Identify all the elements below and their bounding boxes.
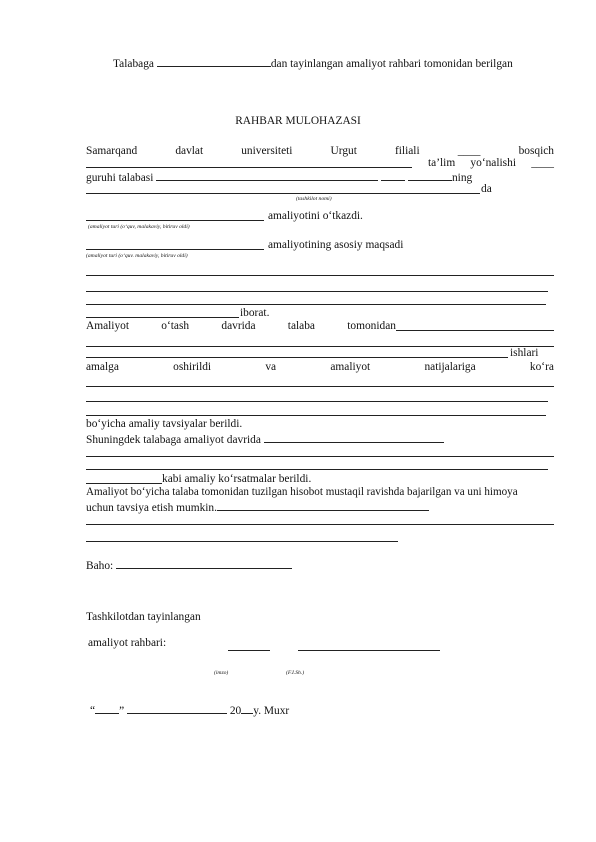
word-kora: ko‘ra bbox=[529, 361, 554, 373]
grade-line bbox=[86, 558, 554, 573]
word-amaliyot-2: amaliyot bbox=[330, 361, 371, 373]
word-va: va bbox=[265, 361, 277, 373]
recommend-text: bo‘yicha amaliy tavsiyalar berildi. bbox=[86, 418, 243, 430]
word-natijalariga: natijalariga bbox=[424, 361, 476, 373]
practice-type-blank[interactable] bbox=[86, 220, 264, 221]
name-caption: (F.I.Sh.) bbox=[286, 670, 305, 676]
group-blank[interactable]: ____ bbox=[531, 157, 554, 169]
org-caption: (tashkilot nomi) bbox=[296, 196, 332, 202]
date-line bbox=[90, 703, 558, 718]
recommend-line[interactable] bbox=[86, 401, 548, 402]
report-line-1: Amaliyot bo‘yicha talaba tomonidan tuzilgan hisobot mustaqil ravishda bajarilgan va uni himoya bbox=[86, 486, 518, 498]
signature-blank[interactable] bbox=[228, 650, 270, 651]
word-oshirildi: oshirildi bbox=[173, 361, 212, 373]
skills-text: kabi amaliy ko‘rsatmalar berildi. bbox=[162, 473, 312, 485]
word-urgut: Urgut bbox=[330, 145, 357, 157]
guidance-line[interactable] bbox=[86, 469, 548, 470]
student-fullname-blank[interactable] bbox=[156, 170, 378, 181]
report-line[interactable] bbox=[86, 524, 554, 525]
organization-blank[interactable] bbox=[86, 193, 480, 194]
header-suffix: dan tayinlangan amaliyot rahbari tomonidan berilgan bbox=[270, 58, 513, 70]
recommend-line[interactable] bbox=[86, 386, 554, 387]
leader-label: amaliyot rahbari: bbox=[88, 637, 167, 649]
practice-conducted-caption: (amaliyot turi (o‘quv, malakaviy, bitiruv oldi) bbox=[88, 224, 190, 230]
process-line bbox=[86, 320, 396, 333]
purpose-line[interactable] bbox=[86, 291, 548, 292]
word-ishlari: ishlari bbox=[510, 347, 539, 359]
performed-line bbox=[86, 361, 554, 374]
word-amalga: amalga bbox=[86, 361, 119, 373]
word-davlat: davlat bbox=[175, 145, 204, 157]
header-line bbox=[113, 56, 581, 71]
student-name-blank[interactable] bbox=[157, 56, 271, 67]
guidance-line[interactable] bbox=[86, 456, 554, 457]
student-extra-blank[interactable] bbox=[381, 170, 405, 181]
grade-label: Baho: bbox=[86, 560, 114, 572]
work-line[interactable] bbox=[86, 346, 554, 347]
guidance-end-blank[interactable] bbox=[86, 483, 162, 484]
also-text: Shuningdek talabaga amaliyot davrida bbox=[86, 434, 261, 446]
word-tomonidan: tomonidan bbox=[347, 320, 396, 332]
page-title: RAHBAR MULOHAZASI bbox=[235, 115, 361, 127]
grade-blank[interactable] bbox=[116, 558, 292, 569]
word-bosqich: bosqich bbox=[518, 145, 554, 157]
report-line[interactable] bbox=[86, 541, 398, 542]
practice-conducted: amaliyotini o‘tkazdi. bbox=[268, 210, 363, 222]
also-line bbox=[86, 432, 554, 447]
month-blank[interactable] bbox=[127, 703, 227, 714]
report-line-2 bbox=[86, 500, 554, 515]
student-surname-blank[interactable] bbox=[408, 170, 452, 181]
word-talim: ta’lim bbox=[428, 157, 456, 169]
word-iborat: iborat. bbox=[240, 307, 270, 319]
year-prefix: 20 bbox=[229, 705, 242, 717]
leader-name-blank[interactable] bbox=[298, 650, 440, 651]
day-blank[interactable] bbox=[95, 703, 119, 714]
practice-purpose-caption: (amaliyot turi (o‘quv. malakaviy, bitiruv oldi) bbox=[86, 253, 188, 259]
word-talaba: talaba bbox=[287, 320, 315, 332]
practice-type-blank-2[interactable] bbox=[86, 249, 264, 250]
sign-caption: (imzo) bbox=[214, 670, 229, 676]
purpose-line[interactable] bbox=[86, 304, 546, 305]
group-student-label: guruhi talabasi bbox=[86, 172, 154, 184]
report-line-2-text: uchun tavsiya etish mumkin. bbox=[86, 502, 217, 514]
purpose-line[interactable] bbox=[86, 275, 554, 276]
direction-blank[interactable] bbox=[86, 167, 412, 168]
word-da: da bbox=[481, 183, 492, 195]
word-otash: o‘tash bbox=[161, 320, 190, 332]
purpose-end-blank[interactable] bbox=[86, 317, 239, 318]
course-blank[interactable]: ____ bbox=[457, 145, 481, 157]
word-ning: ning bbox=[451, 172, 473, 184]
word-filiali: filiali bbox=[394, 145, 420, 157]
report-blank[interactable] bbox=[217, 500, 429, 511]
date-close-quote: ” bbox=[119, 705, 125, 717]
work-blank[interactable] bbox=[396, 330, 554, 331]
year-blank[interactable] bbox=[241, 703, 253, 714]
word-yonalishi: yo‘nalishi bbox=[470, 157, 516, 169]
recommend-line[interactable] bbox=[86, 415, 546, 416]
word-amaliyot: Amaliyot bbox=[86, 320, 130, 332]
guidance-blank[interactable] bbox=[264, 432, 444, 443]
work-line[interactable] bbox=[86, 357, 508, 358]
org-leader-label: Tashkilotdan tayinlangan bbox=[86, 611, 201, 623]
word-universiteti: universiteti bbox=[241, 145, 293, 157]
word-samarqand: Samarqand bbox=[86, 145, 138, 157]
intro-line-2-tail bbox=[428, 157, 554, 170]
year-suffix: y. Muxr bbox=[253, 705, 290, 717]
date-open-quote: “ bbox=[90, 705, 96, 717]
practice-purpose: amaliyotining asosiy maqsadi bbox=[268, 239, 404, 251]
header-prefix: Talabaga bbox=[113, 58, 154, 70]
word-davrida: davrida bbox=[221, 320, 256, 332]
